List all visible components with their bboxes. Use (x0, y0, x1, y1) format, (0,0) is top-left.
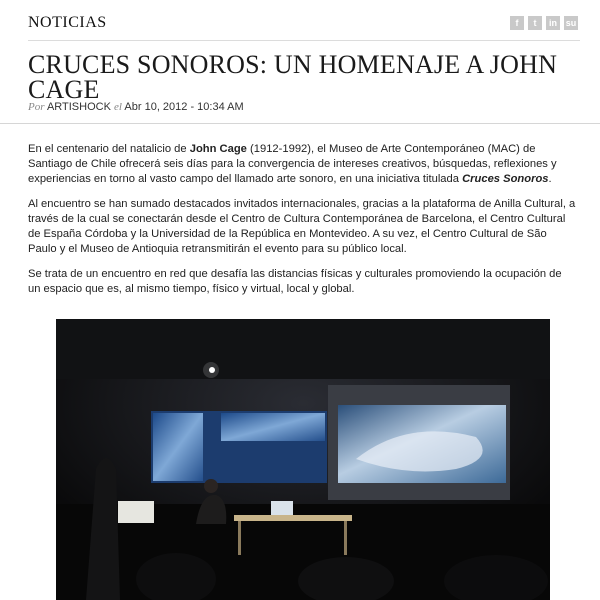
meta-el: el (114, 101, 122, 113)
stumbleupon-icon[interactable]: su (565, 18, 577, 28)
event-photo-illustration (56, 319, 550, 600)
section-header (28, 12, 580, 41)
paragraph-1 (28, 142, 576, 187)
p1-cruces-sonoros: Cruces Sonoros (462, 173, 549, 185)
share-icons (510, 16, 578, 30)
p1-john-cage: John Cage (189, 143, 247, 155)
article-title: CRUCES SONOROS: UN HOMENAJE A JOHN CAGE (28, 50, 558, 104)
article-date: Abr 10, 2012 - 10:34 AM (124, 101, 244, 113)
p1-text-e: . (548, 173, 552, 185)
p1-text-c: (1912-1992), el Museo de Arte Contemporáneo (MAC) de Santiago de Chile ofrecerá seis días para la convergencia de intereses creativos, búsquedas, reflexiones y experiencias en torno al vasto campo del llamado arte sonoro, en una iniciativa titulada (28, 143, 557, 185)
paragraph-3: Se trata de un encuentro en red que desafía las distancias físicas y culturales promoviendo la ocupación de un espacio que es, al mismo tiempo, físico y virtual, local y global. (28, 268, 562, 295)
meta-by: Por (28, 101, 45, 113)
article-meta (28, 101, 244, 113)
p1-text-a: En el centenario del natalicio de (28, 143, 190, 155)
section-title: NOTICIAS (28, 14, 107, 31)
article-photo (56, 319, 550, 600)
divider (0, 123, 600, 124)
linkedin-icon[interactable]: in (546, 16, 560, 30)
author-link[interactable]: ARTISHOCK (46, 101, 111, 113)
twitter-icon[interactable]: t (528, 16, 542, 30)
facebook-icon[interactable]: f (510, 16, 524, 30)
paragraph-2: Al encuentro se han sumado destacados invitados internacionales, gracias a la plataforma de Anilla Cultural, a través de la cual se conectarán desde el Centro de Cultura Contemporánea de Barcelona, el Centro Cultural de España Córdoba y la Universidad de la República en Montevideo. A su vez, el Centro Cultural de São Paulo y el Museo de Antioquia retransmitirán el evento para su público local. (28, 198, 576, 255)
article-body (28, 142, 576, 307)
